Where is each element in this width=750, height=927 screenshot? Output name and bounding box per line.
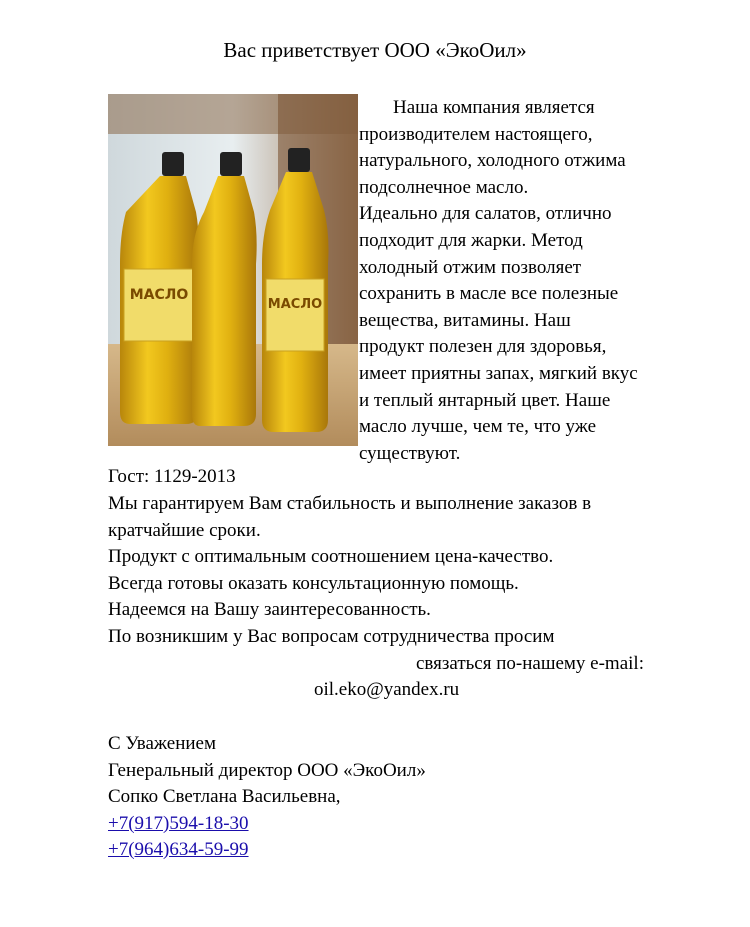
svg-text:МАСЛО: МАСЛО [267, 297, 323, 312]
intro-line: имеет приятны запах, мягкий вкус [359, 362, 638, 384]
svg-text:МАСЛО: МАСЛО [129, 287, 189, 303]
hope-text: Надеемся на Вашу заинтересованность. [108, 599, 431, 620]
company-intro [359, 95, 694, 467]
guarantee-text-continued: кратчайшие сроки. [108, 520, 261, 541]
contact-text: По возникшим у Вас вопросам сотрудничества просим [108, 626, 555, 647]
page-title: Вас приветствует ООО «ЭкоОил» [223, 38, 527, 62]
intro-line: вещества, витамины. Наш [359, 309, 571, 331]
email-address: oil.eko@yandex.ru [314, 679, 460, 700]
intro-line: подходит для жарки. Метод [359, 229, 583, 251]
consultation-text: Всегда готовы оказать консультационную помощь. [108, 573, 519, 594]
intro-line: продукт полезен для здоровья, [359, 336, 607, 358]
intro-line: Идеально для салатов, отлично [359, 203, 612, 225]
intro-line: подсолнечное масло. [359, 176, 529, 198]
contact-text-continued: связаться по-нашему e-mail: [416, 653, 644, 674]
intro-line: сохранить в масле все полезные [359, 283, 619, 305]
regards: С Уважением [108, 733, 216, 754]
phone-link-2[interactable]: +7(964)634-59-99 [108, 839, 249, 860]
intro-line: Наша компания является [393, 97, 595, 118]
product-text: Продукт с оптимальным соотношением цена-качество. [108, 546, 554, 567]
phone-link-1[interactable]: +7(917)594-18-30 [108, 813, 249, 834]
intro-line: и теплый янтарный цвет. Наше [359, 389, 611, 411]
signer-name: Сопко Светлана Васильевна, [108, 786, 341, 807]
intro-line: натурального, холодного отжима [359, 150, 626, 172]
intro-line: производителем настоящего, [359, 123, 593, 145]
intro-line: холодный отжим позволяет [359, 256, 582, 278]
intro-line: масло лучше, чем те, что уже [359, 416, 597, 438]
gost-standard: Гост: 1129-2013 [108, 466, 236, 487]
intro-line: существуют. [359, 442, 461, 464]
signer-position: Генеральный директор ООО «ЭкоОил» [108, 760, 426, 781]
guarantee-text: Мы гарантируем Вам стабильность и выполнение заказов в [108, 493, 592, 514]
oil-bottles-photo [108, 94, 358, 446]
